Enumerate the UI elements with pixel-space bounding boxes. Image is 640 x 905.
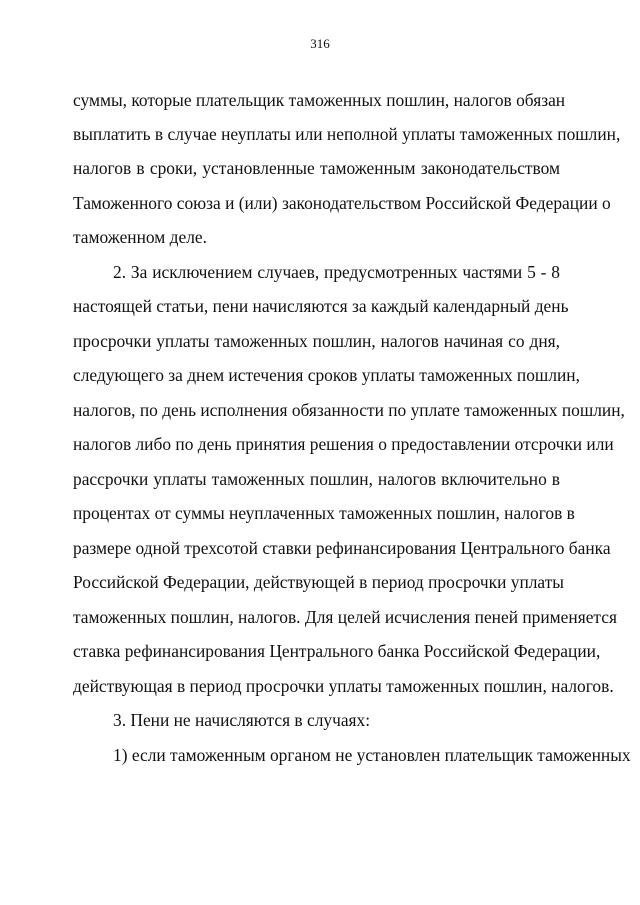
text-line: выплатить в случае неуплаты или неполной уплаты таможенных пошлин, bbox=[73, 124, 621, 144]
text-line: рассрочки уплаты таможенных пошлин, налогов включительно в bbox=[73, 469, 560, 489]
text-line: налогов в сроки, установленные таможенным законодательством bbox=[73, 158, 560, 178]
text-line: ставка рефинансирования Центрального банка Российской Федерации, bbox=[73, 641, 601, 661]
text-line: таможенном деле. bbox=[73, 227, 207, 247]
text-line: Таможенного союза и (или) законодательством Российской Федерации о bbox=[73, 193, 611, 213]
text-line: 2. За исключением случаев, предусмотренных частями 5 - 8 bbox=[113, 262, 560, 282]
text-line: налогов, по день исполнения обязанности по уплате таможенных пошлин, bbox=[73, 400, 625, 420]
text-line: 3. Пени не начисляются в случаях: bbox=[113, 710, 371, 730]
text-line: суммы, которые плательщик таможенных пошлин, налогов обязан bbox=[73, 90, 566, 110]
text-line: Российской Федерации, действующей в период просрочки уплаты bbox=[73, 572, 564, 592]
text-line: следующего за днем истечения сроков уплаты таможенных пошлин, bbox=[73, 365, 580, 385]
text-line: размере одной трехсотой ставки рефинансирования Центрального банка bbox=[73, 538, 611, 558]
text-line: таможенных пошлин, налогов. Для целей исчисления пеней применяется bbox=[73, 607, 617, 627]
text-line: просрочки уплаты таможенных пошлин, налогов начиная со дня, bbox=[73, 331, 560, 351]
text-line: 1) если таможенным органом не установлен плательщик таможенных bbox=[113, 745, 631, 765]
text-line: налогов либо по день принятия решения о предоставлении отсрочки или bbox=[73, 434, 614, 454]
text-line: настоящей статьи, пени начисляются за каждый календарный день bbox=[73, 296, 569, 316]
text-line: действующая в период просрочки уплаты таможенных пошлин, налогов. bbox=[73, 676, 614, 696]
text-line: процентах от суммы неуплаченных таможенных пошлин, налогов в bbox=[73, 503, 575, 523]
page-number: 316 bbox=[310, 36, 330, 51]
